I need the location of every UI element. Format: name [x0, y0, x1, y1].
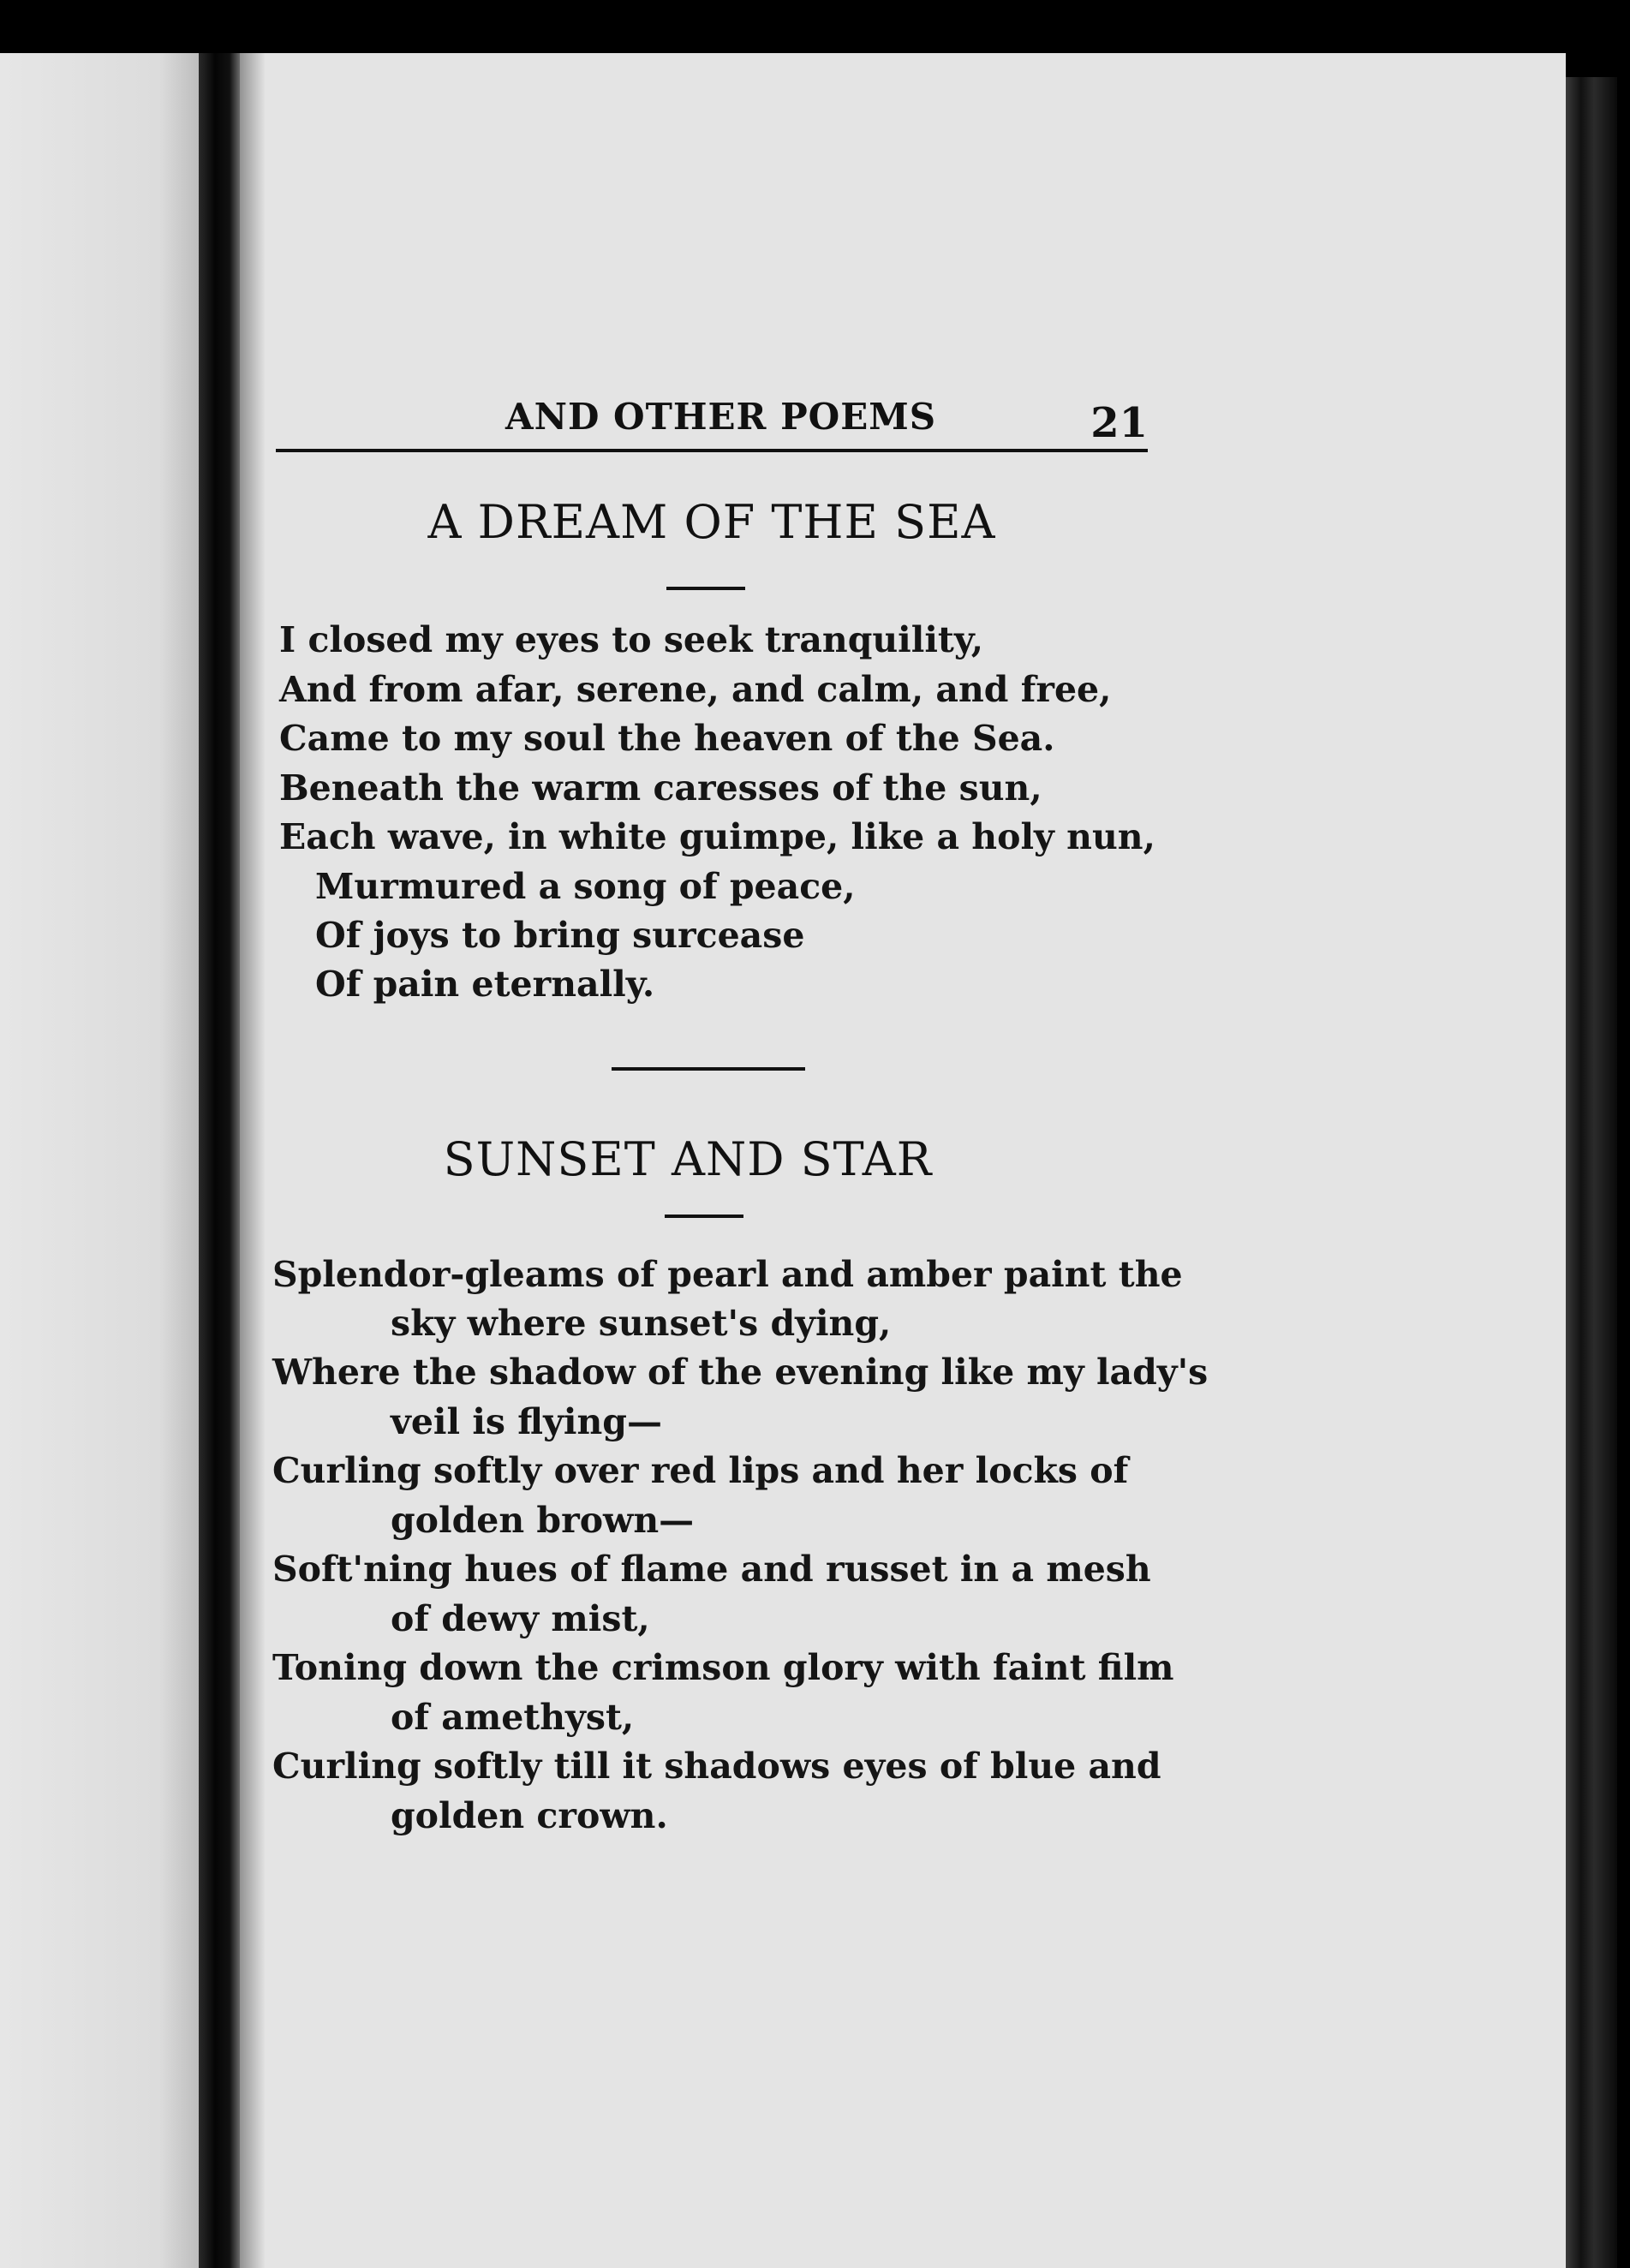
title-dash	[665, 1215, 743, 1218]
verse-line: veil is flying—	[391, 1401, 662, 1442]
verse-line: Soft'ning hues of flame and russet in a mesh	[272, 1549, 1151, 1590]
verse-line: I closed my eyes to seek tranquility,	[279, 619, 984, 660]
verse-line: of dewy mist,	[391, 1598, 650, 1639]
verse-line: And from afar, serene, and calm, and free,	[279, 669, 1112, 710]
verse-line: golden crown.	[391, 1795, 668, 1836]
verse-line: Came to my soul the heaven of the Sea.	[279, 718, 1055, 759]
scan-top-border	[0, 0, 1630, 53]
verse-line: Where the shadow of the evening like my lady's	[272, 1352, 1209, 1393]
facing-page-edge	[0, 53, 199, 2268]
verse-line: Murmured a song of peace,	[315, 866, 856, 907]
running-head	[276, 396, 1148, 461]
running-head-rule	[276, 449, 1148, 452]
verse-line: Curling softly till it shadows eyes of blue and	[272, 1746, 1161, 1787]
verse-line: Splendor-gleams of pearl and amber paint the	[272, 1254, 1183, 1295]
section-divider	[612, 1067, 805, 1071]
running-head-title: AND OTHER POEMS	[505, 396, 937, 438]
verse-line: of amethyst,	[391, 1697, 635, 1738]
verse-line: sky where sunset's dying,	[391, 1303, 892, 1344]
right-book-edge	[1566, 77, 1617, 2268]
verse-line: Toning down the crimson glory with faint film	[272, 1647, 1174, 1688]
page-number: 21	[1090, 399, 1148, 447]
poem-title-dream-of-the-sea: A DREAM OF THE SEA	[427, 495, 996, 549]
verse-line: Curling softly over red lips and her locks of	[272, 1450, 1129, 1491]
book-gutter	[199, 53, 240, 2268]
verse-line: golden brown—	[391, 1500, 695, 1541]
verse-line: Of pain eternally.	[315, 964, 655, 1005]
verse-line: Of joys to bring surcease	[315, 915, 805, 956]
title-dash	[666, 587, 745, 590]
verse-line: Beneath the warm caresses of the sun,	[279, 767, 1042, 809]
poem-title-sunset-and-star: SUNSET AND STAR	[443, 1132, 933, 1186]
verse-line: Each wave, in white guimpe, like a holy nun,	[279, 816, 1155, 857]
